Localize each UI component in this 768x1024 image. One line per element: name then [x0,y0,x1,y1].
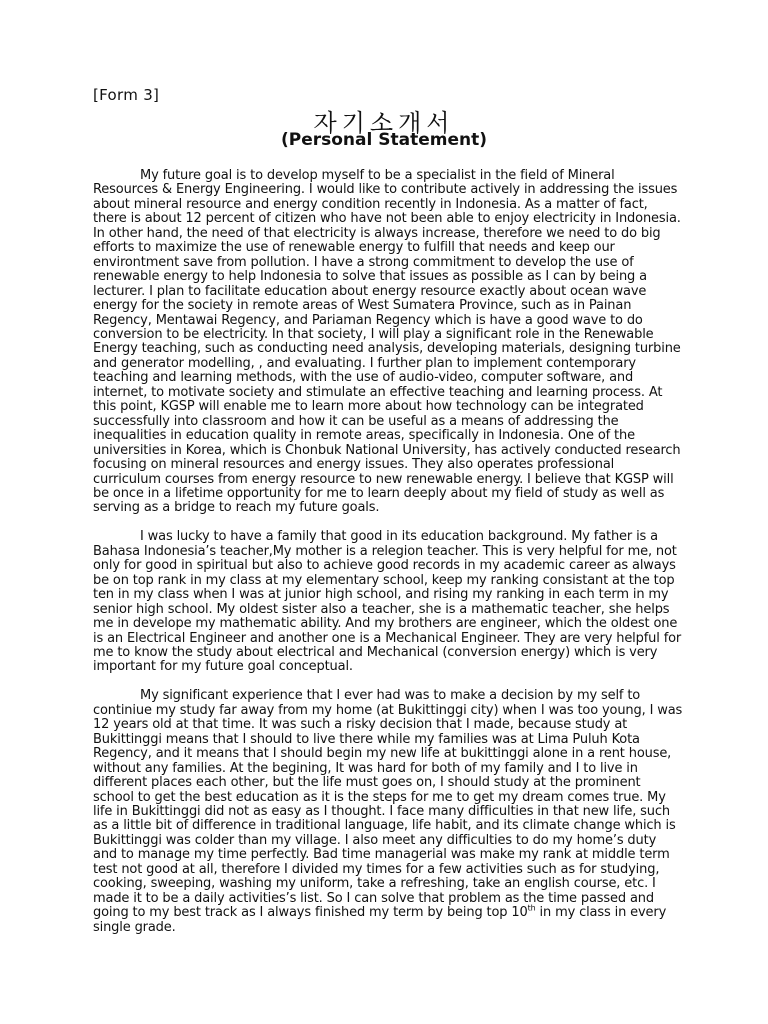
paragraph-experience-text: My significant experience that I ever had was to make a decision by my self to continiue my study far away from my home (at Bukittinggi city) when I was too young, I was 12 years old at that time. It was such a risky decision that I made, because study at Bukittinggi means that I should to live there while my families was at Lima Puluh Kota Regency, and it means that I should begin my new life at bukittinggi alone in a rent house, without any families. At the begining, It was hard for both of my family and I to live in different places each other, but the life must goes on, I should study at the prominent school to get the best education as it is the steps for me to get my dream comes true. My life in Bukittinggi did not as easy as I thought. I face many difficulties in that new life, such as a little bit of difference in traditional language, life habit, and its climate change which is Bukittinggi was colder than my village. I also meet any difficulties to do my home’s duty and to manage my time perfectly. Bad time managerial was make my rank at middle term test not good at all, therefore I divided my times for a few activities such as for studying, cooking, sweeping, washing my uniform, take a refreshing, take an english course, etc. I made it to be a daily activities’s list. So I can solve that problem as the time passed and going to my best track as I always finished my term by being top 10 [93,688,683,921]
paragraph-experience-end: in my class in every single grade. [93,905,667,935]
paragraph-goals: My future goal is to develop myself to be a specialist in the field of Mineral Resources & Energy Engineering. I would like to contribute actively in addressing the issues about mineral resource and energy condition recently in Indonesia. As a matter of fact, there is about 12 percent of citizen who have not been able to enjoy electricity in Indonesia. In other hand, the need of that electricity is always increase, therefore we need to do big efforts to maximize the use of renewable energy to fulfill that needs and keep our environtment save from pollution. I have a strong commitment to develop the use of renewable energy to help Indonesia to solve that issues as possible as I can by being a lecturer. I plan to facilitate education about energy resource exactly about ocean wave energy for the society in remote areas of West Sumatera Province, such as in Painan Regency, Mentawai Regency, and Pariaman Regency which is have a good wave to do conversion to be electricity. In that society, I will play a significant role in the Renewable Energy teaching, such as conducting need analysis, developing materials, designing turbine and generator modelling, , and evaluating. I further plan to implement contemporary teaching and learning methods, with the use of audio-video, computer software, and internet, to motivate society and stimulate an effective teaching and learning process. At this point, KGSP will enable me to learn more about how technology can be integrated successfully into classroom and how it can be useful as a means of addressing the inequalities in education quality in remote areas, specifically in Indonesia. One of the universities in Korea, which is Chonbuk National University, has actively conducted research focusing on mineral resources and energy issues. They also operates professional curriculum courses from energy resource to new renewable energy. I believe that KGSP will be once in a lifetime opportunity for me to learn deeply about my field of study as well as serving as a bridge to reach my future goals. [93,168,681,516]
form-label: [Form 3] [93,86,160,104]
korean-title: 자기소개서 [313,109,455,137]
english-title: (Personal Statement) [280,130,487,150]
paragraph-experience [93,689,683,935]
paragraph-family: I was lucky to have a family that good in its education background. My father is a Bahasa Indonesia’s teacher,My mother is a relegion teacher. This is very helpful for me, not only for good in spiritual but also to achieve good records in my academic career as always be on top rank in my class at my elementary school, keep my ranking consistant at the top ten in my class when I was at junior high school, and rising my ranking in each term in my senior high school. My oldest sister also a teacher, she is a mathematic teacher, she helps me in develope my mathematic ability. And my brothers are engineer, which the oldest one is an Electrical Engineer and another one is a Mechanical Engineer. They are very helpful for me to know the study about electrical and Mechanical (conversion energy) which is very important for my future goal conceptual. [93,529,682,675]
ordinal-superscript: th [527,903,536,913]
statement-body [93,169,683,935]
